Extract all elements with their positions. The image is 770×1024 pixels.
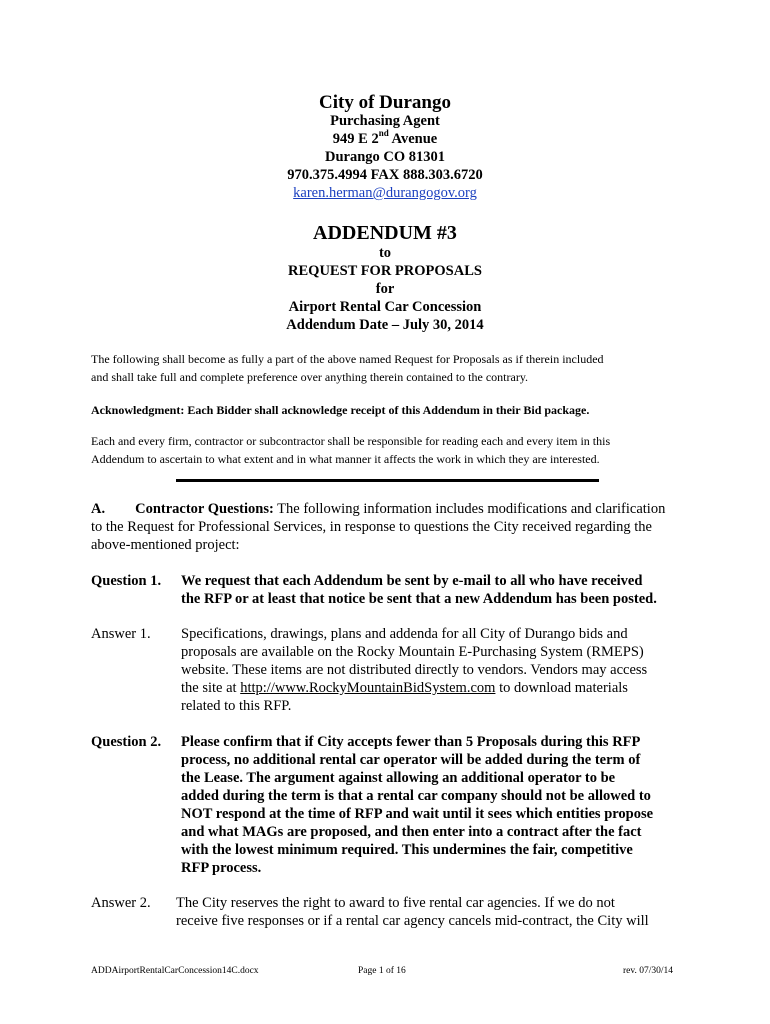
responsibility-line-1: Each and every firm, contractor or subcontractor shall be responsible for reading each and every item in this <box>91 434 611 448</box>
answer-2-line: The City reserves the right to award to five rental car agencies. If we do not <box>176 895 615 911</box>
answer-1-line: Specifications, drawings, plans and addenda for all City of Durango bids and <box>181 626 628 642</box>
section-a-line-1: A. Contractor Questions: The following information includes modifications and clarification <box>91 501 666 517</box>
responsibility-line-2: Addendum to ascertain to what extent and in what manner it affects the work in which they are interested. <box>91 452 600 466</box>
addendum-title: ADDENDUM #3 <box>313 222 457 244</box>
answer-2-line: receive five responses or if a rental car agency cancels mid-contract, the City will <box>176 913 649 929</box>
answer-1-line: related to this RFP. <box>181 698 292 714</box>
answer-2-label: Answer 2. <box>91 895 151 911</box>
footer-filename: ADDAirportRentalCarConcession14C.docx <box>91 966 259 976</box>
footer-page-number: Page 1 of 16 <box>358 966 406 976</box>
question-2-line: process, no additional rental car operator will be added during the term of <box>181 752 641 768</box>
project-name: Airport Rental Car Concession <box>288 299 482 315</box>
acknowledgment: Acknowledgment: Each Bidder shall acknowledge receipt of this Addendum in their Bid package. <box>91 403 590 417</box>
answer-1-line: proposals are available on the Rocky Mountain E-Purchasing System (RMEPS) <box>181 644 644 660</box>
horizontal-rule <box>176 479 599 482</box>
section-a-line-2: to the Request for Professional Services, in response to questions the City received regarding the <box>91 519 652 535</box>
question-2-line: NOT respond at the time of RFP and wait until it sees which entities propose <box>181 806 654 822</box>
street-address: 949 E 2nd Avenue <box>332 128 438 147</box>
intro-line-1: The following shall become as fully a part of the above named Request for Proposals as if therein included <box>91 352 604 366</box>
title-to: to <box>378 245 392 261</box>
question-2-line: RFP process. <box>181 860 262 876</box>
question-2-line: with the lowest minimum required. This undermines the fair, competitive <box>181 842 633 858</box>
question-2-line: and what MAGs are proposed, and then enter into a contract after the fact <box>181 824 642 840</box>
footer-revision: rev. 07/30/14 <box>623 966 674 976</box>
question-2-line: added during the term is that a rental car company should not be allowed to <box>181 788 651 804</box>
city-state-zip: Durango CO 81301 <box>324 149 446 165</box>
question-2-label: Question 2. <box>91 734 162 750</box>
answer-1-line: website. These items are not distributed directly to vendors. Vendors may access <box>181 662 648 678</box>
city-title: City of Durango <box>319 92 451 113</box>
intro-line-2: and shall take full and complete preference over anything therein contained to the contrary. <box>91 370 529 384</box>
question-2-line: Please confirm that if City accepts fewer than 5 Proposals during this RFP <box>181 734 641 750</box>
question-1-label: Question 1. <box>91 573 162 589</box>
answer-1-label: Answer 1. <box>91 626 151 642</box>
email-link[interactable]: karen.herman@durangogov.org <box>293 185 477 201</box>
answer-1-line: the site at http://www.RockyMountainBidSystem.com to download materials <box>181 680 628 696</box>
title-for: for <box>375 281 395 297</box>
question-2-line: the Lease. The argument against allowing an additional operator to be <box>181 770 616 786</box>
title-rfp: REQUEST FOR PROPOSALS <box>288 263 482 279</box>
section-a-line-3: above-mentioned project: <box>91 537 240 553</box>
rmeps-link[interactable]: http://www.RockyMountainBidSystem.com <box>240 680 496 696</box>
question-1-line: We request that each Addendum be sent by e-mail to all who have received <box>181 573 643 589</box>
dept-name: Purchasing Agent <box>330 113 440 129</box>
addendum-date: Addendum Date – July 30, 2014 <box>286 317 484 333</box>
question-1-line: the RFP or at least that notice be sent that a new Addendum has been posted. <box>181 591 657 607</box>
phone-fax: 970.375.4994 FAX 888.303.6720 <box>287 167 483 183</box>
